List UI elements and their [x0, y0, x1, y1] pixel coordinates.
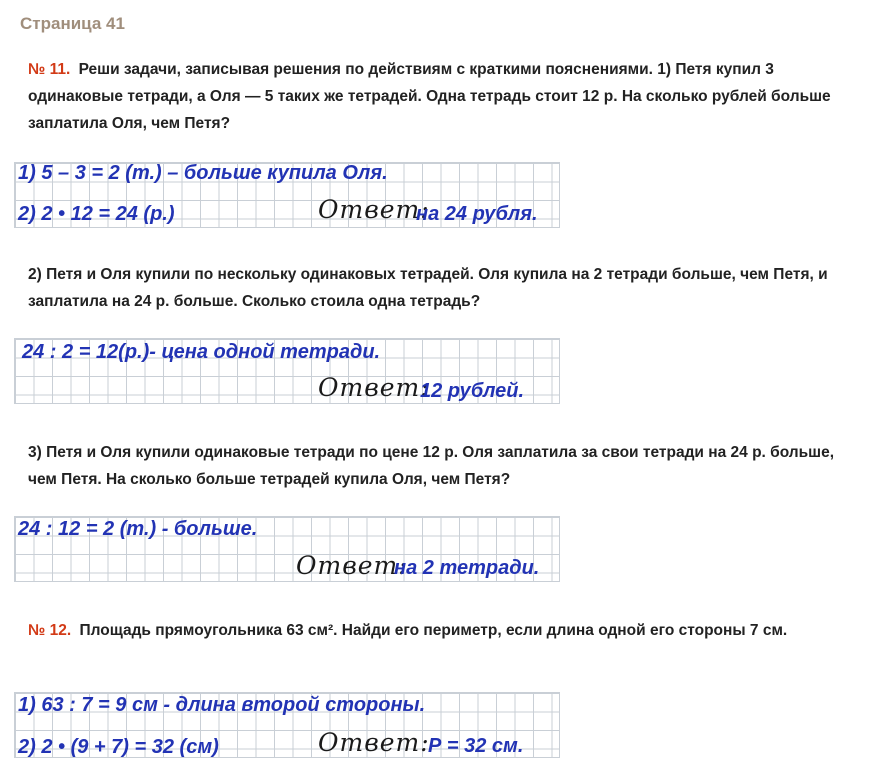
task-11-sub-2: 2) Петя и Оля купили по нескольку одинаковых тетрадей. Оля купила на 2 тетради больше, чем Петя, и заплатила на 24 р. больше. Сколько стоила одна тетрадь? — [28, 266, 828, 310]
task-12-number: № 12. — [28, 622, 72, 639]
answer-word-4: Ответ: — [318, 728, 430, 757]
task-12-statement — [28, 617, 858, 644]
task-11-number: № 11. — [28, 61, 71, 78]
solution-1-line-1: 1) 5 – 3 = 2 (т.) – больше купила Оля. — [18, 162, 388, 184]
page-title: Страница 41 — [20, 14, 125, 33]
task-11-sub-3: 3) Петя и Оля купили одинаковые тетради по цене 12 р. Оля заплатила за свои тетради на 24 р. больше, чем Петя. На сколько больше тетрадей купила Оля, чем Петя? — [28, 444, 835, 488]
answer-2: 12 рублей. — [420, 380, 525, 402]
answer-4: Р = 32 см. — [428, 735, 524, 757]
answer-1: на 24 рубля. — [416, 203, 538, 225]
answer-word-2: Ответ: — [318, 373, 430, 402]
answer-word-3: Ответ: — [296, 551, 408, 580]
task-12-text: Площадь прямоугольника 63 см². Найди его периметр, если длина одной его стороны 7 см. — [79, 622, 788, 639]
answer-word-1: Ответ: — [318, 195, 430, 224]
solution-4-line-2: 2) 2 • (9 + 7) = 32 (см) — [18, 736, 219, 758]
solution-1-line-2: 2) 2 • 12 = 24 (р.) — [18, 203, 175, 225]
solution-3-line-1: 24 : 12 = 2 (т.) - больше. — [18, 518, 258, 540]
task-11-statement — [28, 56, 858, 137]
solution-2-line-1: 24 : 2 = 12(р.)- цена одной тетради. — [22, 341, 381, 363]
task-11-text: Реши задачи, записывая решения по действиям с краткими пояснениями. 1) Петя купил 3 одинаковые тетради, а Оля — 5 таких же тетрадей. Одна тетрадь стоит 12 р. На сколько рублей больше заплатила Оля, чем Петя? — [28, 61, 831, 132]
answer-3: на 2 тетради. — [394, 557, 540, 579]
solution-4-line-1: 1) 63 : 7 = 9 см - длина второй стороны. — [18, 694, 426, 716]
